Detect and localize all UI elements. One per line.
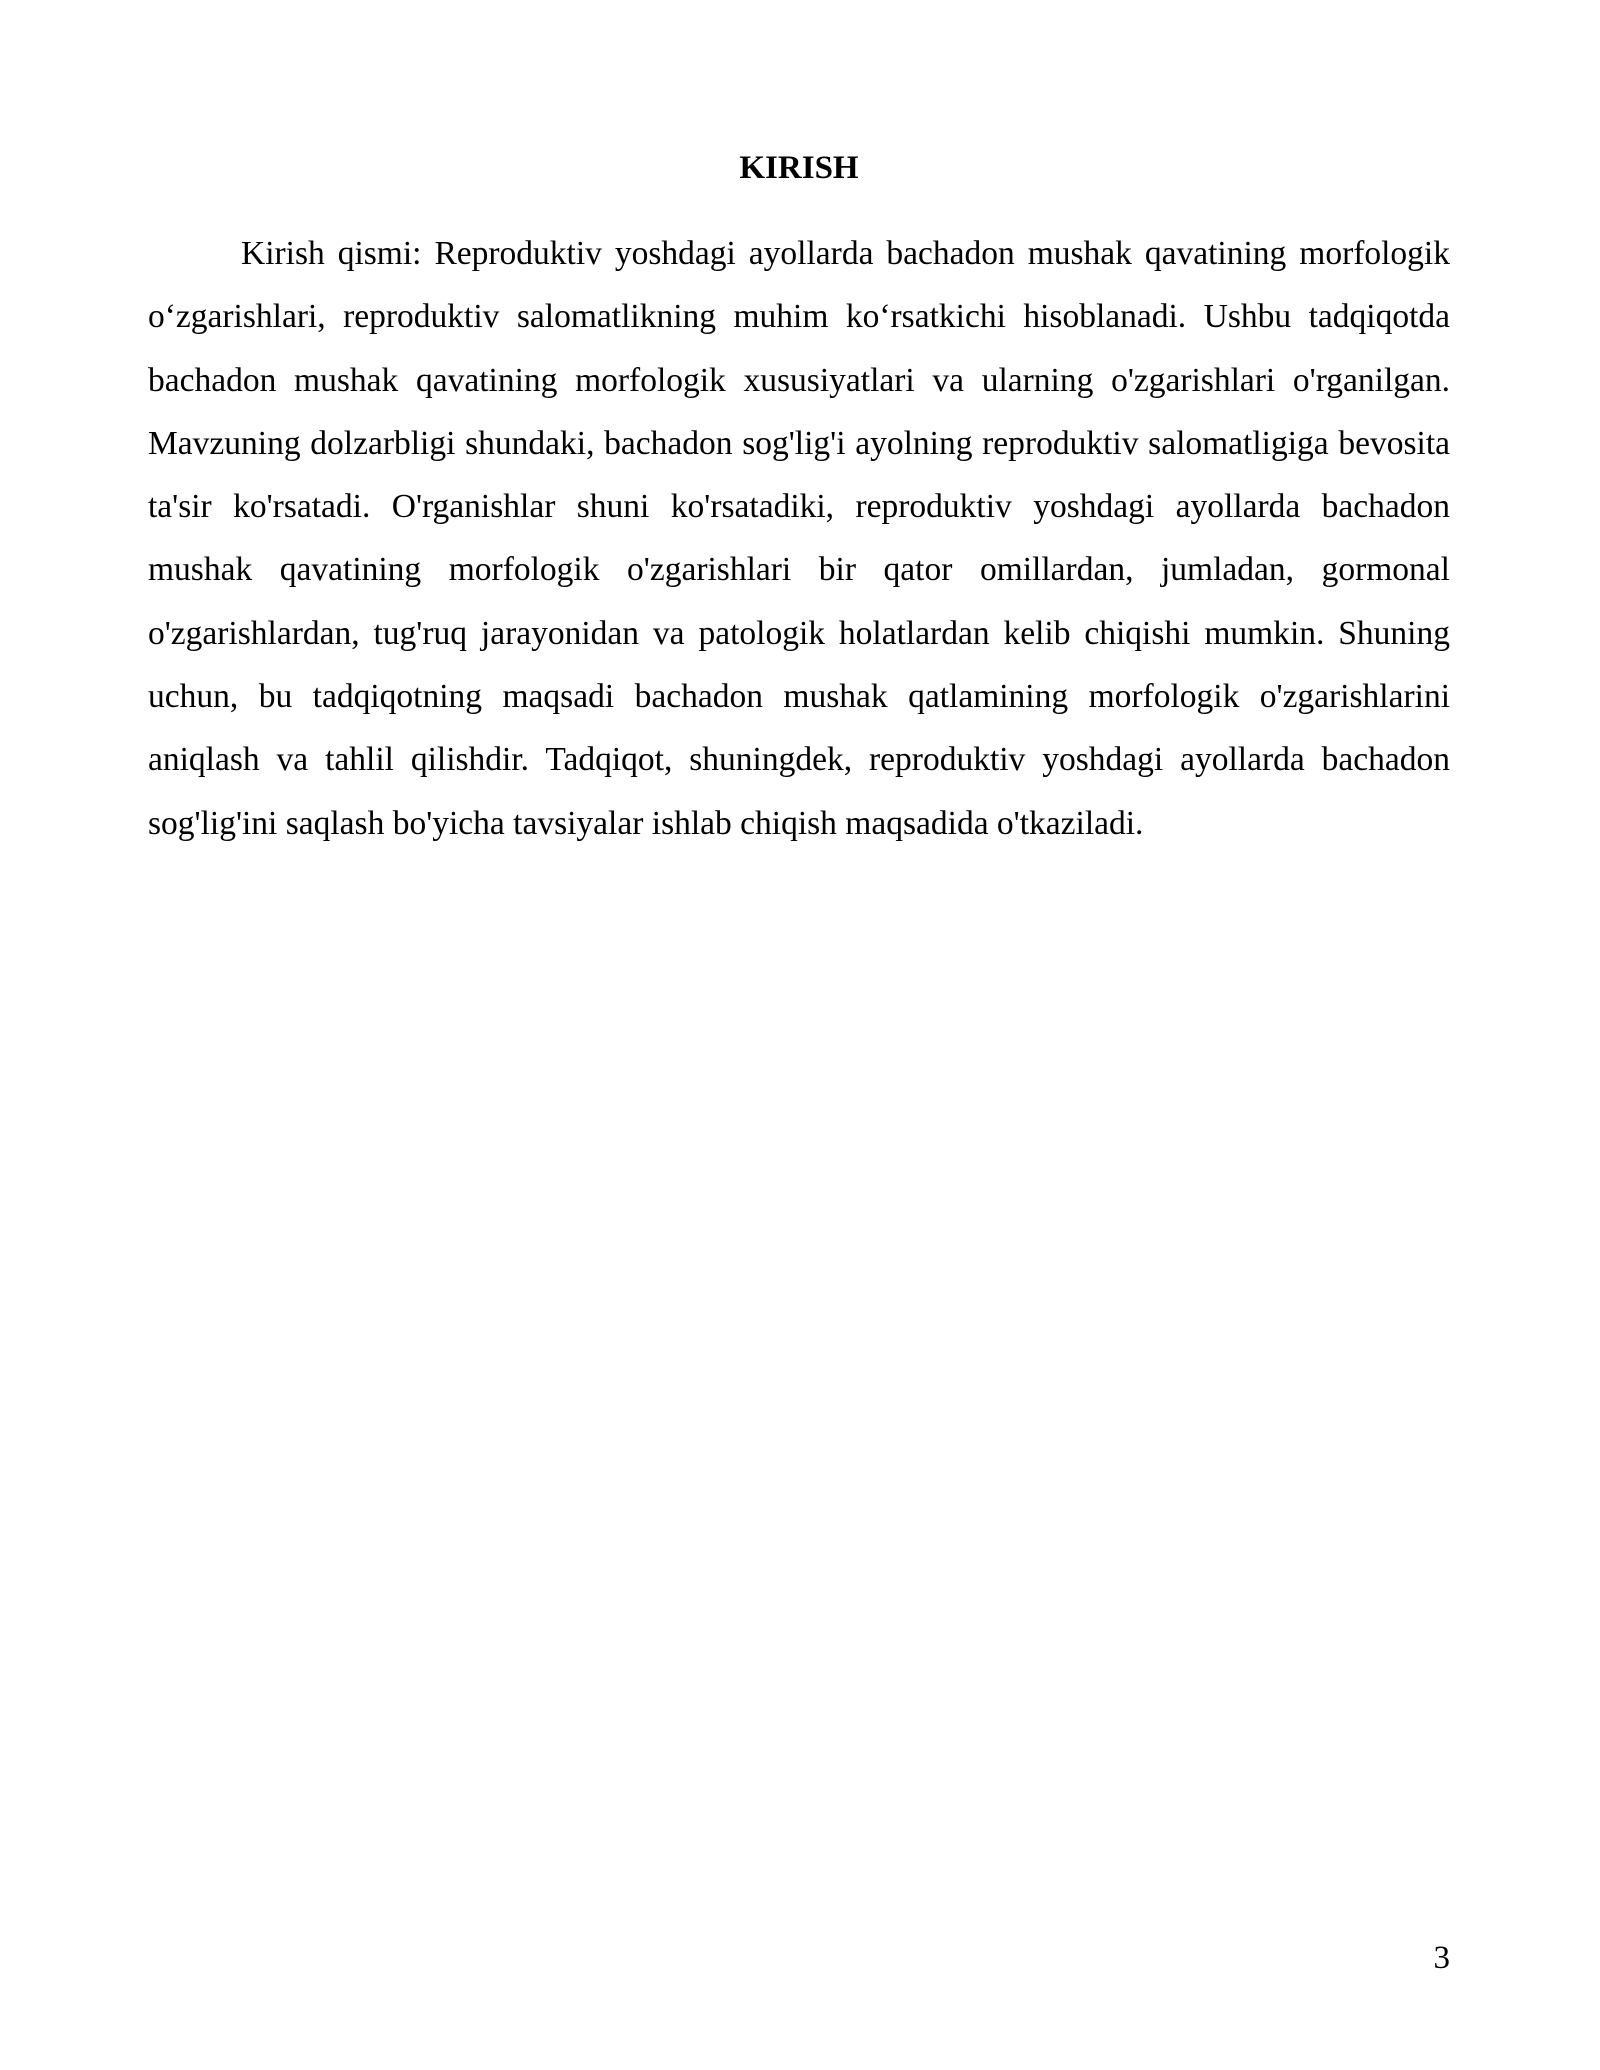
page-number: 3 [1433,1940,1450,1976]
introduction-paragraph: Kirish qismi: Reproduktiv yoshdagi ayollarda bachadon mushak qavatining morfologik o‘zgarishlari, reproduktiv salomatlikning muhim ko‘rsatkichi hisoblanadi. Ushbu tadqiqotda bachadon mushak qavatining morfologik xususiyatlari va ularning o'zgarishlari o'rganilgan. Mavzuning dolzarbligi shundaki, bachadon sog'lig'i ayolning reproduktiv salomatligiga bevosita ta'sir ko'rsatadi. O'rganishlar shuni ko'rsatadiki, reproduktiv yoshdagi ayollarda bachadon mushak qavatining morfologik o'zgarishlari bir qator omillardan, jumladan, gormonal o'zgarishlardan, tug'ruq jarayonidan va patologik holatlardan kelib chiqishi mumkin. Shuning uchun, bu tadqiqotning maqsadi bachadon mushak qatlamining morfologik o'zgarishlarini aniqlash va tahlil qilishdir. Tadqiqot, shuningdek, reproduktiv yoshdagi ayollarda bachadon sog'lig'ini saqlash bo'yicha tavsiyalar ishlab chiqish maqsadida o'tkaziladi. [148,235,1450,842]
section-heading: KIRISH [739,150,859,186]
